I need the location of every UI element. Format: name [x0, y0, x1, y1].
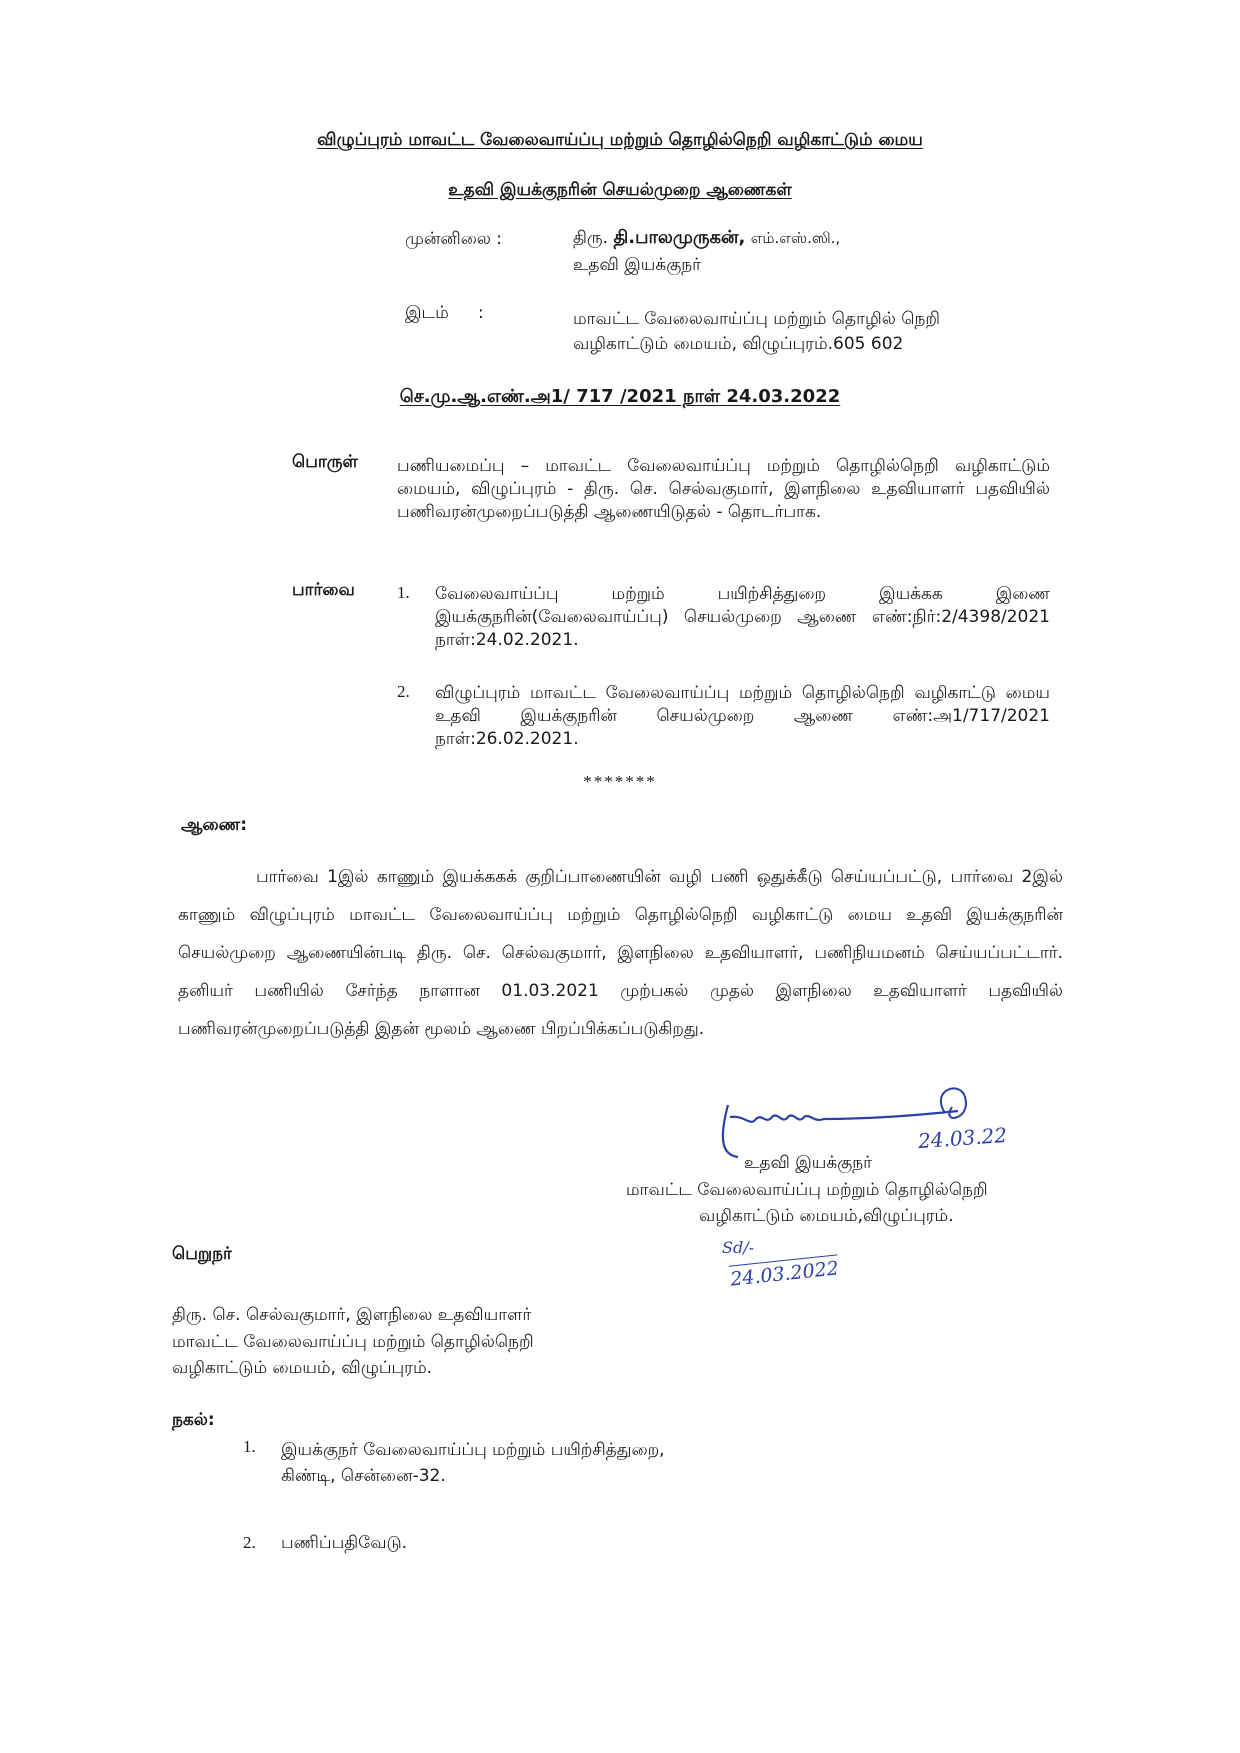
copy-heading: நகல்:	[172, 1410, 215, 1430]
place-line-1: மாவட்ட வேலைவாய்ப்பு மற்றும் தொழில் நெறி	[573, 309, 941, 329]
header-line-2: உதவி இயக்குநரின் செயல்முறை ஆணைகள்	[448, 180, 792, 200]
place-colon: :	[478, 303, 484, 323]
presiding-prefix: திரு.	[573, 228, 609, 248]
presiding-designation: உதவி இயக்குநர்	[573, 255, 702, 275]
list-item	[397, 682, 1050, 751]
copy-list	[243, 1437, 665, 1555]
separator: *******	[583, 772, 657, 791]
copy-number: 1.	[243, 1437, 256, 1456]
place-label: இடம்	[405, 303, 449, 323]
presiding-label: முன்னிலை :	[405, 229, 503, 249]
reference-number: 2.	[397, 682, 410, 701]
subject-label: பொருள்	[292, 452, 358, 472]
copy-number: 2.	[243, 1533, 256, 1552]
reference-number: 1.	[397, 583, 410, 602]
reference-text: வேலைவாய்ப்பு மற்றும் பயிற்சித்துறை இயக்கக இணை இயக்குநரின்(வேலைவாய்ப்பு) செயல்முறை ஆணை எண்:நிர்:2/4398/2021 நாள்:24.02.2021.	[435, 584, 1050, 650]
recipient-line-2: மாவட்ட வேலைவாய்ப்பு மற்றும் தொழில்நெறி	[172, 1332, 534, 1352]
subject-text: பணியமைப்பு – மாவட்ட வேலைவாய்ப்பு மற்றும் தொழில்நெறி வழிகாட்டும் மையம், விழுப்புரம் - திரு. செ. செல்வகுமார், இளநிலை உதவியாளர் பதவியில் பணிவரன்முறைப்படுத்தி ஆணையிடுதல் - தொடர்பாக.	[397, 456, 1050, 522]
list-item	[397, 583, 1050, 652]
handwritten-date: 24.03.2022	[729, 1254, 840, 1290]
reference-text: விழுப்புரம் மாவட்ட வேலைவாய்ப்பு மற்றும் தொழில்நெறி வழிகாட்டு மைய உதவி இயக்குநரின் செயல்முறை ஆணை எண்:அ1/717/2021 நாள்:26.02.2021.	[435, 683, 1050, 749]
signature-date: 24.03.22	[917, 1122, 1008, 1154]
copy-line: கிண்டி, சென்னை-32.	[281, 1466, 446, 1486]
recipient-heading: பெறுநர்	[172, 1244, 232, 1264]
reference-number-line: செ.மு.ஆ.எண்.அ1/ 717 /2021 நாள் 24.03.2022	[399, 386, 841, 407]
copy-line: இயக்குநர் வேலைவாய்ப்பு மற்றும் பயிற்சித்துறை,	[281, 1440, 665, 1460]
order-heading: ஆணை:	[181, 815, 248, 835]
initials-mark: Sd/-	[722, 1238, 754, 1257]
presiding-name: தி.பாலமுருகன்,	[613, 227, 746, 248]
signatory-designation: உதவி இயக்குநர்	[744, 1153, 873, 1173]
order-body: பார்வை 1இல் காணும் இயக்ககக் குறிப்பாணையின் வழி பணி ஒதுக்கீடு செய்யப்பட்டு, பார்வை 2இல் காணும் விழுப்புரம் மாவட்ட வேலைவாய்ப்பு மற்றும் தொழில்நெறி வழிகாட்டு மைய உதவி இயக்குநரின் செயல்முறை ஆணையின்படி திரு. செ. செல்வகுமார், இளநிலை உதவியாளர், பணிநியமனம் செய்யப்பட்டார். தனியர் பணியில் சேர்ந்த நாளான 01.03.2021 முற்பகல் முதல் இளநிலை உதவியாளர் பதவியில் பணிவரன்முறைப்படுத்தி இதன் மூலம் ஆணை பிறப்பிக்கப்படுகிறது.	[178, 867, 1063, 1039]
presiding-qualification: எம்.எஸ்.ஸி.,	[750, 229, 841, 247]
presiding-officer	[573, 227, 840, 250]
header-line-1: விழுப்புரம் மாவட்ட வேலைவாய்ப்பு மற்றும் தொழில்நெறி வழிகாட்டும் மைய	[317, 130, 923, 150]
signatory-office-line-1: மாவட்ட வேலைவாய்ப்பு மற்றும் தொழில்நெறி	[626, 1180, 988, 1200]
recipient-line-1: திரு. செ. செல்வகுமார், இளநிலை உதவியாளர்	[172, 1305, 532, 1325]
copy-line: பணிப்பதிவேடு.	[281, 1533, 408, 1553]
list-item	[243, 1437, 665, 1489]
place-line-2: வழிகாட்டும் மையம், விழுப்புரம்.605 602	[573, 334, 904, 354]
references-label: பார்வை	[292, 580, 355, 600]
list-item	[243, 1533, 665, 1555]
recipient-line-3: வழிகாட்டும் மையம், விழுப்புரம்.	[172, 1358, 433, 1378]
signatory-office-line-2: வழிகாட்டும் மையம்,விழுப்புரம்.	[699, 1206, 954, 1226]
references-list	[397, 583, 1050, 751]
